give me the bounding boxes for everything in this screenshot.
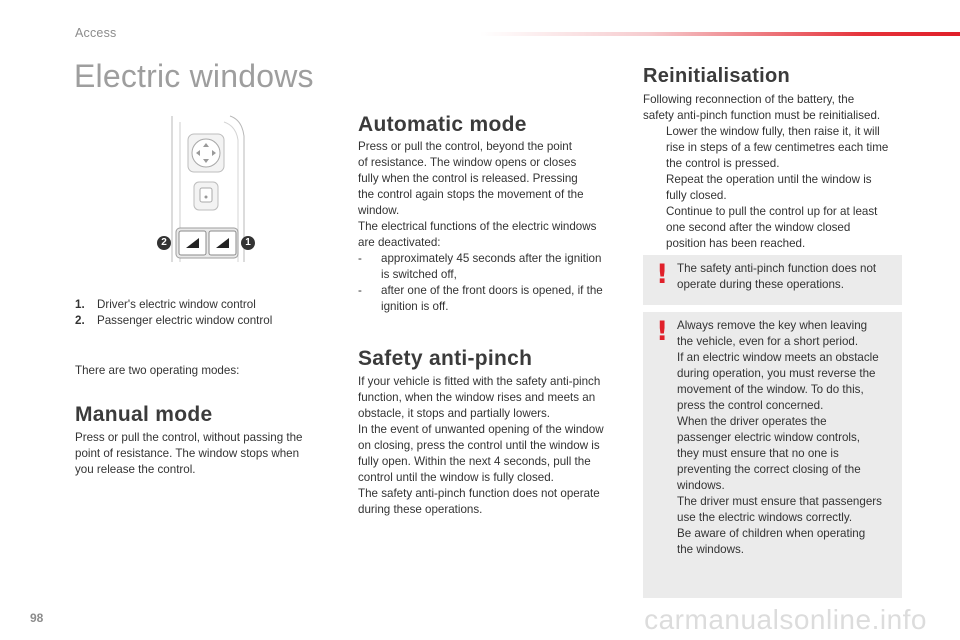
safety-anti-pinch-heading: Safety anti-pinch: [358, 347, 533, 370]
door-panel-drawing: [150, 112, 290, 272]
text-line: windows.: [677, 479, 725, 492]
text-line: are deactivated:: [358, 236, 441, 249]
page-number: 98: [30, 611, 44, 625]
text-line: Continue to pull the control up for at least: [666, 205, 878, 218]
text-line: If an electric window meets an obstacle: [677, 351, 879, 364]
dash-marker: -: [358, 284, 362, 297]
callout-2: 2: [161, 237, 167, 248]
text-line: Lower the window fully, then raise it, it will: [666, 125, 880, 138]
text-line: safety anti-pinch function must be reinitialised.: [643, 109, 881, 122]
intro-text: There are two operating modes:: [75, 364, 240, 377]
warning-box: [643, 255, 902, 305]
reinitialisation-text: [643, 92, 913, 252]
text-line: after one of the front doors is opened, if the: [381, 284, 603, 297]
text-line: movement of the window. To do this,: [677, 383, 864, 396]
text-line: If your vehicle is fitted with the safety anti-pinch: [358, 375, 601, 388]
automatic-mode-text: [358, 139, 628, 315]
text-line: fully open. Within the next 4 seconds, pull the: [358, 455, 591, 468]
section-label: Access: [75, 26, 117, 40]
text-line: ignition is off.: [381, 300, 449, 313]
warning-text: [677, 318, 899, 558]
text-line: approximately 45 seconds after the ignition: [381, 252, 602, 265]
text-line: Always remove the key when leaving: [677, 319, 868, 332]
window-switch-illustration: [150, 112, 290, 272]
text-line: Be aware of children when operating: [677, 527, 866, 540]
text-line: Repeat the operation until the window is: [666, 173, 872, 186]
figure-legend: [75, 297, 272, 329]
text-line: during these operations.: [358, 503, 483, 516]
watermark: carmanualsonline.info: [644, 604, 927, 635]
text-line: The electrical functions of the electric windows: [358, 220, 597, 233]
text-line: In the event of unwanted opening of the window: [358, 423, 604, 436]
automatic-mode-heading: Automatic mode: [358, 113, 527, 136]
warning-icon: !: [656, 259, 669, 290]
warning-icon: !: [656, 316, 669, 347]
text-line: one second after the window closed: [666, 221, 851, 234]
text-line: Press or pull the control, beyond the point: [358, 140, 572, 153]
text-line: fully when the control is released. Pressing: [358, 172, 578, 185]
text-line: The safety anti-pinch function does not: [677, 262, 877, 275]
text-line: the control is pressed.: [666, 157, 780, 170]
text-line: function, when the window rises and meets an: [358, 391, 596, 404]
text-line: they must ensure that no one is: [677, 447, 839, 460]
text-line: of resistance. The window opens or closes: [358, 156, 577, 169]
reinitialisation-heading: Reinitialisation: [643, 65, 791, 87]
list-item: [643, 172, 913, 204]
text-line: is switched off,: [381, 268, 457, 281]
legend-item: [75, 313, 272, 329]
text-line: The driver must ensure that passengers: [677, 495, 882, 508]
warning-box: [643, 312, 902, 598]
text-line: the vehicle, even for a short period.: [677, 335, 859, 348]
text-line: position has been reached.: [666, 237, 806, 250]
text-line: fully closed.: [666, 189, 727, 202]
text-line: on closing, press the control until the window is: [358, 439, 600, 452]
text-line: use the electric windows correctly.: [677, 511, 853, 524]
text-line: Following reconnection of the battery, the: [643, 93, 855, 106]
text-line: When the driver operates the: [677, 415, 827, 428]
header-rule: [480, 32, 960, 36]
manual-mode-heading: Manual mode: [75, 403, 213, 426]
warning-text: [677, 261, 899, 293]
list-item: [643, 204, 913, 252]
text-line: operate during these operations.: [677, 278, 844, 291]
list-item: [358, 251, 628, 283]
text-line: The safety anti-pinch function does not operate: [358, 487, 600, 500]
legend-number: 1.: [75, 298, 85, 311]
legend-text: Driver's electric window control: [97, 298, 256, 311]
text-line: press the control concerned.: [677, 399, 824, 412]
text-line: rise in steps of a few centimetres each time: [666, 141, 889, 154]
list-item: [358, 283, 628, 315]
legend-text: Passenger electric window control: [97, 314, 273, 327]
safety-anti-pinch-text: [358, 374, 633, 518]
text-line: passenger electric window controls,: [677, 431, 861, 444]
text-line: control until the window is fully closed.: [358, 471, 554, 484]
text-line: obstacle, it stops and partially lowers.: [358, 407, 551, 420]
dash-marker: -: [358, 252, 362, 265]
text-line: during operation, you must reverse the: [677, 367, 876, 380]
text-line: the windows.: [677, 543, 745, 556]
text-line: Press or pull the control, without passing the: [75, 431, 303, 444]
text-line: preventing the correct closing of the: [677, 463, 861, 476]
legend-item: [75, 297, 272, 313]
legend-number: 2.: [75, 314, 85, 327]
list-item: [643, 124, 913, 172]
callout-1: 1: [245, 237, 251, 248]
text-line: the control again stops the movement of the: [358, 188, 584, 201]
manual-mode-text: [75, 430, 303, 478]
page-title: Electric windows: [74, 58, 314, 94]
text-line: window.: [358, 204, 400, 217]
text-line: point of resistance. The window stops when: [75, 447, 300, 460]
text-line: you release the control.: [75, 463, 196, 476]
